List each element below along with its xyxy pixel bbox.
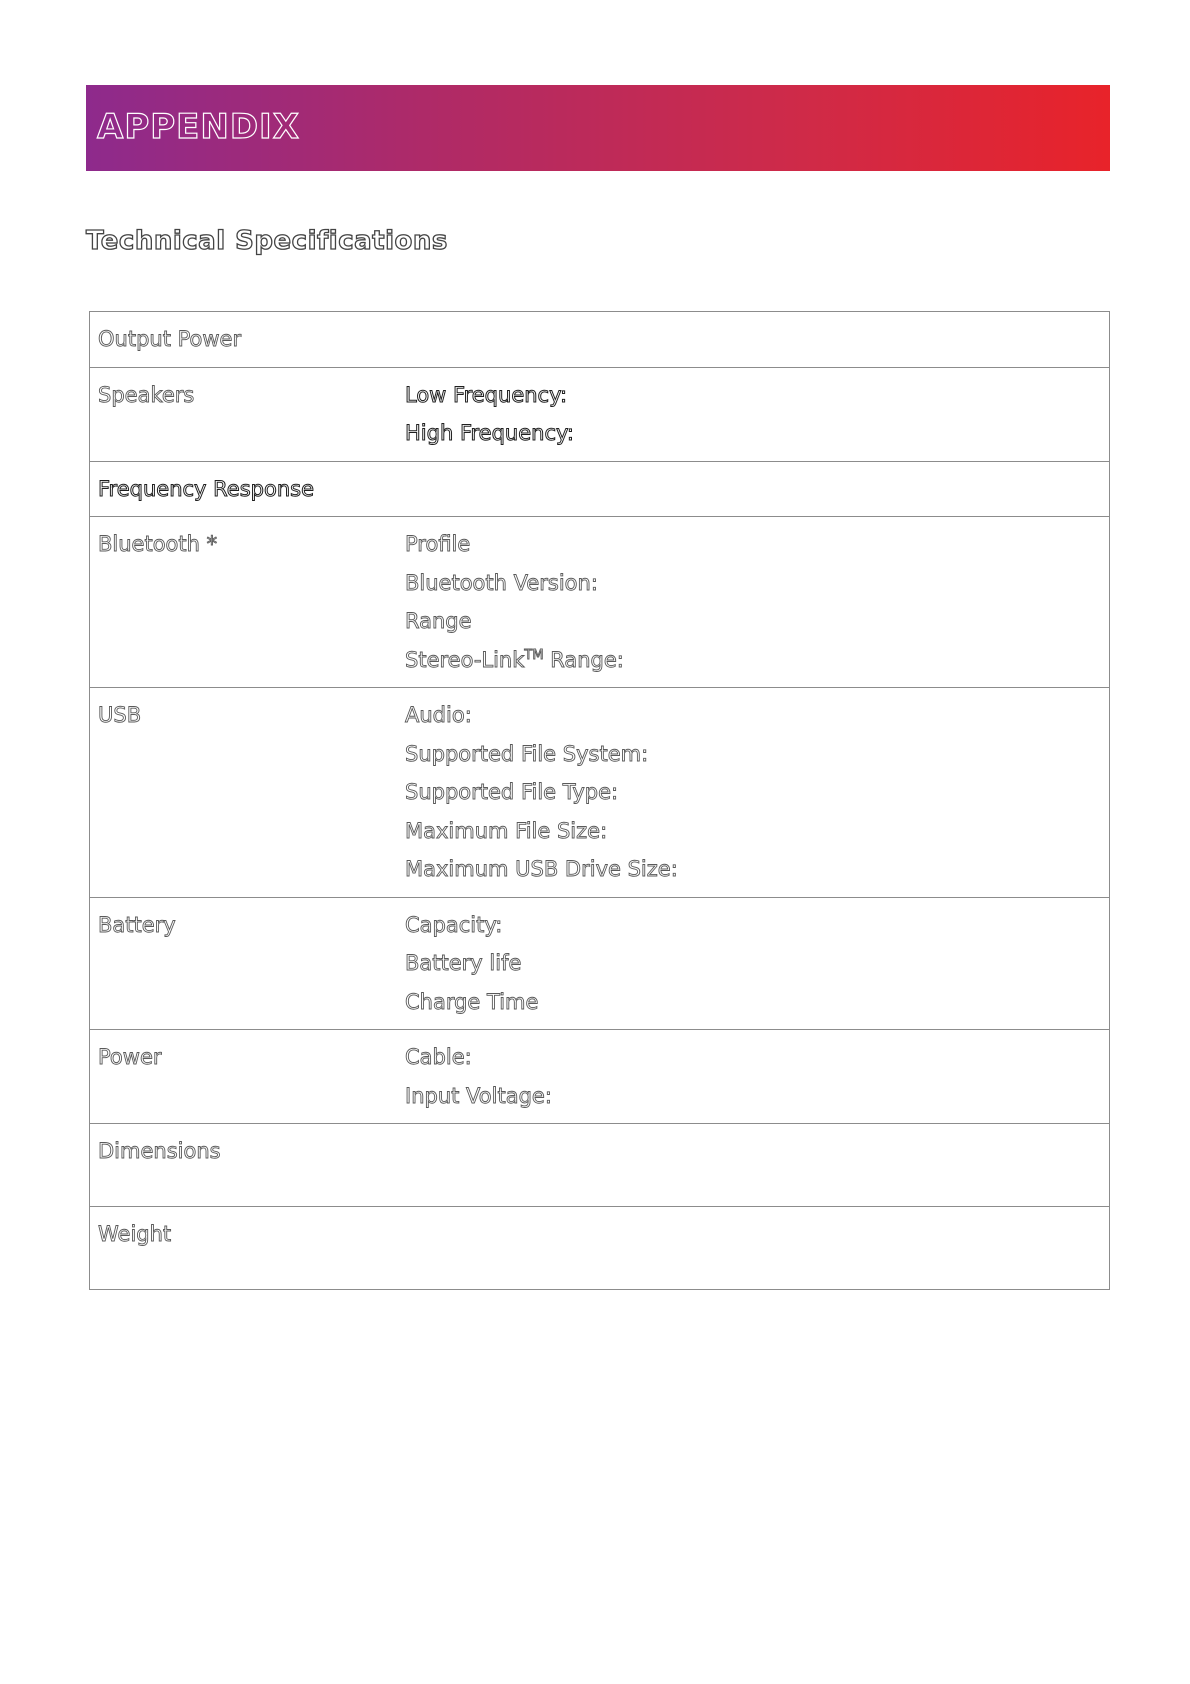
spec-row-power <box>90 1030 1110 1124</box>
spec-label <box>90 517 398 688</box>
battery-life-label: Battery life <box>405 951 522 975</box>
spec-row-usb <box>90 688 1110 898</box>
stereo-link-range-label <box>405 641 1101 680</box>
low-frequency-label: Low Frequency: <box>405 382 568 407</box>
maximum-file-size-label: Maximum File Size: <box>405 818 608 843</box>
spec-values <box>397 312 1110 368</box>
spec-values <box>397 688 1110 898</box>
dimensions-label: Dimensions <box>98 1139 221 1163</box>
usb-label: USB <box>98 703 142 727</box>
banner-title: APPENDIX <box>97 107 300 147</box>
spec-values <box>397 517 1110 688</box>
spec-row-dimensions <box>90 1124 1110 1207</box>
high-frequency-label: High Frequency: <box>405 421 574 445</box>
audio-label: Audio: <box>405 703 472 727</box>
spec-label <box>90 312 398 368</box>
section-title: Technical Specifications <box>86 226 448 256</box>
bluetooth-label: Bluetooth * <box>98 532 218 556</box>
spec-values <box>397 461 1110 517</box>
spec-row-battery <box>90 897 1110 1030</box>
spec-label <box>90 688 398 898</box>
spec-row-bluetooth <box>90 517 1110 688</box>
capacity-label: Capacity: <box>405 912 503 937</box>
spec-values <box>397 1124 1110 1207</box>
range-label: Range <box>405 609 472 633</box>
spec-values <box>397 367 1110 461</box>
appendix-banner <box>86 85 1110 171</box>
input-voltage-label: Input Voltage: <box>405 1083 552 1108</box>
battery-label: Battery <box>98 912 176 937</box>
spec-row-frequency-response <box>90 461 1110 517</box>
spec-values <box>397 1207 1110 1290</box>
spec-label <box>90 367 398 461</box>
stereo-link-suffix: Range: <box>543 647 624 672</box>
output-power-label: Output Power <box>98 327 242 351</box>
weight-label: Weight <box>98 1222 172 1246</box>
trademark-mark: TM <box>524 647 544 663</box>
profile-label: Profile <box>405 532 471 556</box>
spec-row-speakers <box>90 367 1110 461</box>
power-label: Power <box>98 1045 162 1069</box>
spec-row-weight <box>90 1207 1110 1290</box>
maximum-usb-drive-size-label: Maximum USB Drive Size: <box>405 857 678 881</box>
charge-time-label: Charge Time <box>405 989 539 1014</box>
spec-values <box>397 1030 1110 1124</box>
frequency-response-label: Frequency Response <box>98 476 315 501</box>
bluetooth-version-label: Bluetooth Version: <box>405 570 598 595</box>
spec-label <box>90 897 398 1030</box>
stereo-link-prefix: Stereo-Link <box>405 647 525 672</box>
speakers-label: Speakers <box>98 382 195 407</box>
spec-values <box>397 897 1110 1030</box>
spec-row-output-power <box>90 312 1110 368</box>
spec-table <box>89 311 1110 1290</box>
spec-label <box>90 461 398 517</box>
spec-label <box>90 1030 398 1124</box>
supported-file-type-label: Supported File Type: <box>405 780 619 804</box>
cable-label: Cable: <box>405 1045 472 1069</box>
spec-label <box>90 1207 398 1290</box>
supported-file-system-label: Supported File System: <box>405 741 649 766</box>
spec-label <box>90 1124 398 1207</box>
